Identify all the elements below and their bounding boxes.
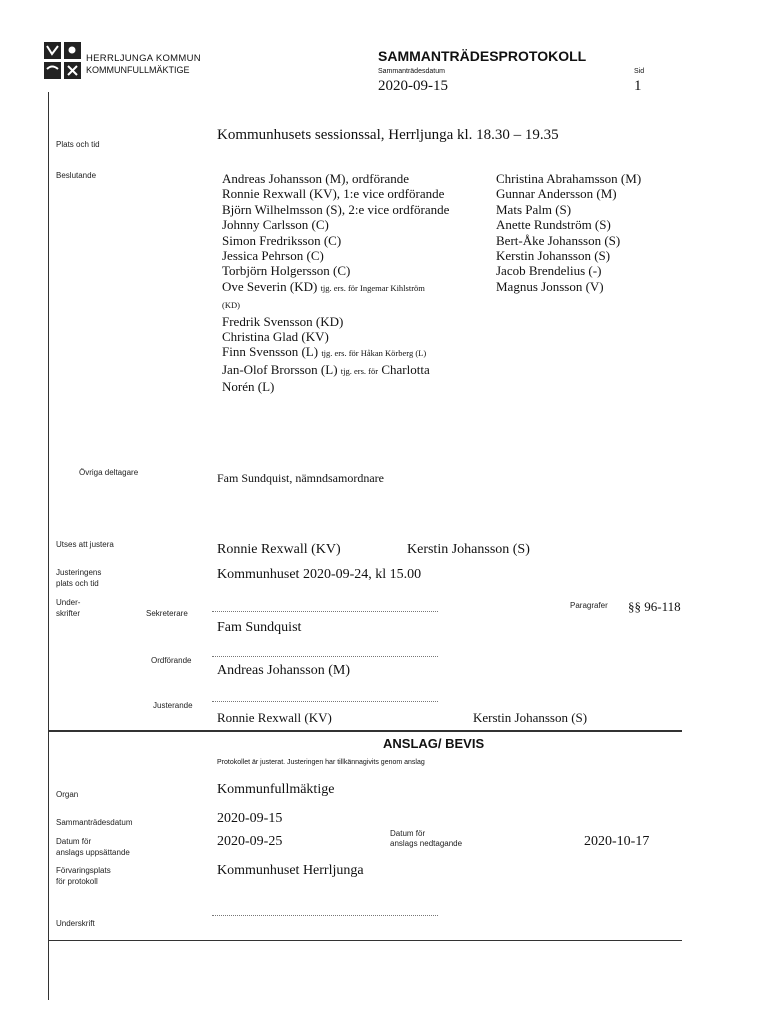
justering-label-2: plats och tid <box>56 579 99 588</box>
underskrifter-label-2: skrifter <box>56 609 80 618</box>
underskrift-signature-line <box>212 915 438 916</box>
member-item: Ove Severin (KD) tjg. ers. för Ingemar Kihlström <box>222 278 425 294</box>
header-page: 1 <box>634 78 642 94</box>
underskrift-label: Underskrift <box>56 919 95 928</box>
justering-label-1: Justeringens <box>56 568 102 577</box>
member-item: Anette Rundström (S) <box>496 217 611 233</box>
underskrifter-label-1: Under- <box>56 598 81 607</box>
org-body: KOMMUNFULLMÄKTIGE <box>86 65 190 75</box>
member-item: Kerstin Johansson (S) <box>496 248 611 264</box>
member-item: Björn Wilhelmsson (S), 2:e vice ordförande <box>222 201 450 217</box>
uppsatt-value: 2020-09-25 <box>217 834 283 849</box>
beslutande-list-left <box>222 171 449 395</box>
member-item: Finn Svensson (L) tjg. ers. för Håkan Körberg (L) <box>222 344 427 360</box>
member-item: Jan-Olof Brorsson (L) tjg. ers. för Charlotta <box>222 361 430 377</box>
document-title: SAMMANTRÄDESPROTOKOLL <box>378 48 587 64</box>
uppsatt-label-2: anslags uppsättande <box>56 848 130 857</box>
justera-label: Utses att justera <box>56 540 114 549</box>
forvaring-label-1: Förvaringsplats <box>56 866 111 875</box>
anslag-date-value: 2020-09-15 <box>217 811 283 826</box>
member-item-cont: (KD) <box>222 300 240 311</box>
ordforande-signature-line <box>212 656 438 657</box>
justera-person-2: Kerstin Johansson (S) <box>407 542 530 557</box>
member-item: Torbjörn Holgersson (C) <box>222 263 351 279</box>
member-item: Simon Fredriksson (C) <box>222 232 342 248</box>
municipality-logo <box>44 42 84 80</box>
header-date-label: Sammanträdesdatum <box>378 68 445 75</box>
plats-value: Kommunhusets sessionssal, Herrljunga kl. 18.30 – 19.35 <box>217 127 559 143</box>
beslutande-list-right <box>496 171 641 294</box>
plats-label: Plats och tid <box>56 140 100 149</box>
anslag-date-label: Sammanträdesdatum <box>56 818 133 827</box>
nedtag-label-1: Datum för <box>390 829 426 838</box>
justera-person-1: Ronnie Rexwall (KV) <box>217 542 341 557</box>
paragrafer-label: Paragrafer <box>570 601 608 610</box>
member-item: Andreas Johansson (M), ordförande <box>222 171 410 186</box>
ordforande-label: Ordförande <box>151 656 192 665</box>
member-item: Fredrik Svensson (KD) <box>222 313 344 329</box>
member-item-cont: Norén (L) <box>222 379 275 395</box>
justerande-label: Justerande <box>153 701 193 710</box>
member-item: Ronnie Rexwall (KV), 1:e vice ordförande <box>222 186 445 202</box>
ordforande-name: Andreas Johansson (M) <box>217 663 350 678</box>
sekreterare-label: Sekreterare <box>146 609 188 618</box>
member-item: Christina Glad (KV) <box>222 329 329 345</box>
sekreterare-name: Fam Sundquist <box>217 620 302 635</box>
paragrafer-value: §§ 96-118 <box>628 599 681 614</box>
anslag-divider <box>48 730 682 732</box>
member-item: Mats Palm (S) <box>496 201 572 217</box>
forvaring-value: Kommunhuset Herrljunga <box>217 863 364 878</box>
justerande-name-1: Ronnie Rexwall (KV) <box>217 710 332 725</box>
header-page-label: Sid <box>634 68 645 75</box>
justerande-name-2: Kerstin Johansson (S) <box>473 710 588 725</box>
member-item: Bert-Åke Johansson (S) <box>496 232 621 248</box>
nedtag-label-2: anslags nedtagande <box>390 839 463 848</box>
organ-value: Kommunfullmäktige <box>217 782 335 797</box>
member-item: Jessica Pehrson (C) <box>222 248 324 264</box>
uppsatt-label-1: Datum för <box>56 837 92 846</box>
bottom-rule <box>48 940 682 941</box>
left-margin-rule <box>48 92 49 1000</box>
member-item: Magnus Jonsson (V) <box>496 278 604 294</box>
ovriga-label: Övriga deltagare <box>79 468 139 477</box>
org-name: HERRLJUNGA KOMMUN <box>86 53 201 64</box>
nedtag-value: 2020-10-17 <box>584 834 650 849</box>
sekreterare-signature-line <box>212 611 438 612</box>
justerande-signature-line <box>212 701 438 702</box>
header-date: 2020-09-15 <box>378 78 448 94</box>
member-item: Jacob Brendelius (-) <box>496 263 602 279</box>
coat-of-arms-icon <box>44 42 84 80</box>
justering-value: Kommunhuset 2020-09-24, kl 15.00 <box>217 567 422 582</box>
beslutande-label: Beslutande <box>56 171 97 180</box>
member-item: Johnny Carlsson (C) <box>222 217 329 233</box>
anslag-title: ANSLAG/ BEVIS <box>383 736 485 751</box>
member-item: Christina Abrahamsson (M) <box>496 171 642 186</box>
forvaring-label-2: för protokoll <box>56 877 98 886</box>
anslag-note: Protokollet är justerat. Justeringen har tillkännagivits genom anslag <box>217 759 425 766</box>
organ-label: Organ <box>56 790 79 799</box>
ovriga-value: Fam Sundquist, nämndsamordnare <box>217 471 384 485</box>
member-item: Gunnar Andersson (M) <box>496 186 617 202</box>
